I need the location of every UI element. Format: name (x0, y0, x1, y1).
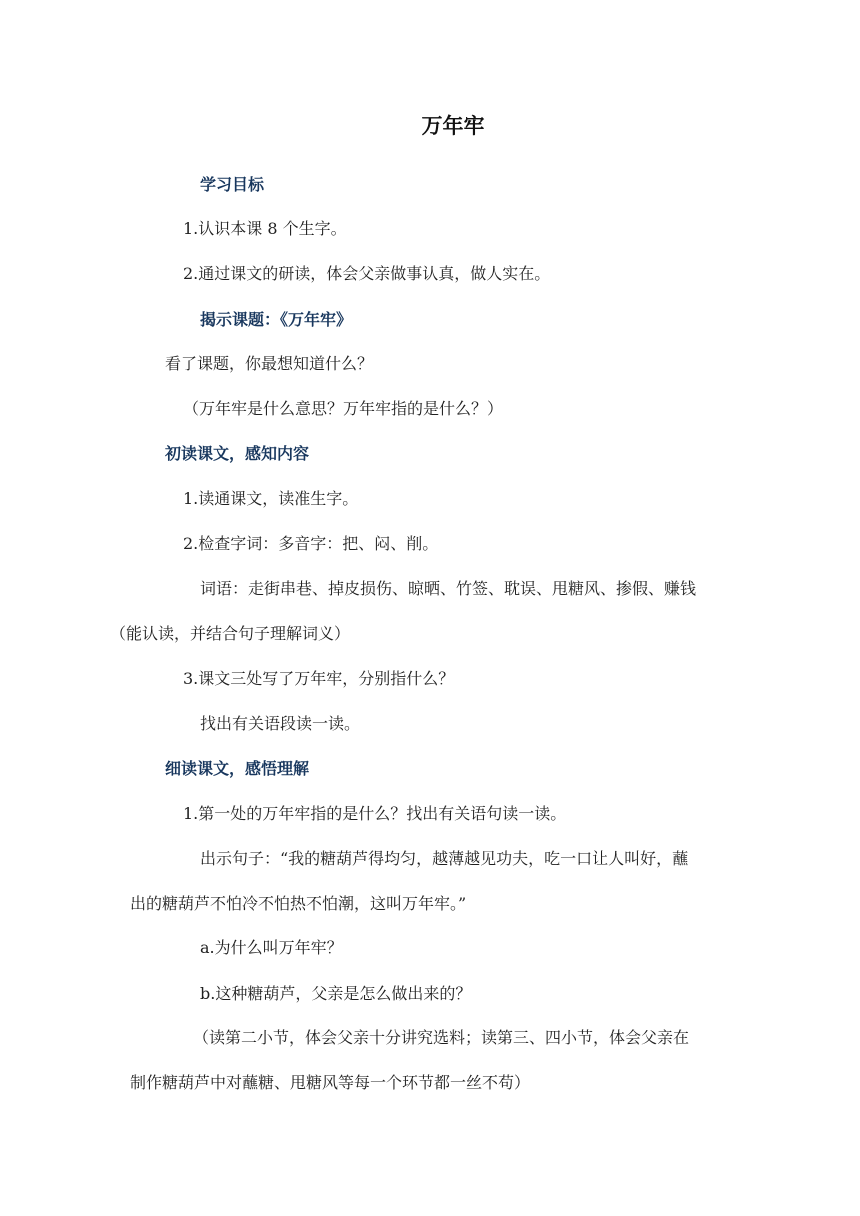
section-heading-goals: 学习目标 (200, 175, 265, 194)
section-heading-close-read: 细读课文，感悟理解 (165, 759, 310, 778)
first-read-item-2: 2.检查字词：多音字：把、闷、削。 (183, 534, 439, 553)
close-read-item-1: 1.第一处的万年牢指的是什么？找出有关语句读一读。 (183, 804, 567, 823)
sub-question-a: a.为什么叫万年牢？ (200, 938, 343, 957)
goal-item-1: 1.认识本课 8 个生字。 (183, 219, 347, 238)
find-paragraph-text: 找出有关语段读一读。 (200, 714, 361, 733)
quote-line-2: 出的糖葫芦不怕冷不怕热不怕潮，这叫万年牢。” (130, 894, 467, 913)
question-text: 看了课题，你最想知道什么？ (165, 354, 374, 373)
goal-item-2: 2.通过课文的研读，体会父亲做事认真，做人实在。 (183, 264, 551, 283)
section-heading-first-read: 初读课文，感知内容 (165, 444, 310, 463)
vocab-line-1: 词语：走街串巷、掉皮损伤、晾晒、竹签、耽误、甩糖风、掺假、赚钱 (200, 579, 697, 598)
note-line-2: 制作糖葫芦中对蘸糖、甩糖风等每一个环节都一丝不苟） (130, 1073, 531, 1092)
vocab-line-2: （能认读，并结合句子理解词义） (110, 624, 351, 643)
section-heading-reveal-title: 揭示课题：《万年牢》 (200, 310, 353, 329)
quote-line-1: 出示句子：“我的糖葫芦得均匀，越薄越见功夫，吃一口让人叫好，蘸 (200, 849, 689, 868)
page-title: 万年牢 (421, 114, 485, 138)
sub-question-b: b.这种糖葫芦，父亲是怎么做出来的？ (200, 984, 472, 1003)
first-read-item-1: 1.读通课文，读准生字。 (183, 489, 359, 508)
question-answer-text: （万年牢是什么意思？万年牢指的是什么？） (183, 399, 504, 418)
first-read-item-3: 3.课文三处写了万年牢，分别指什么？ (183, 669, 455, 688)
note-line-1: （读第二小节，体会父亲十分讲究选料；读第三、四小节，体会父亲在 (193, 1028, 690, 1047)
